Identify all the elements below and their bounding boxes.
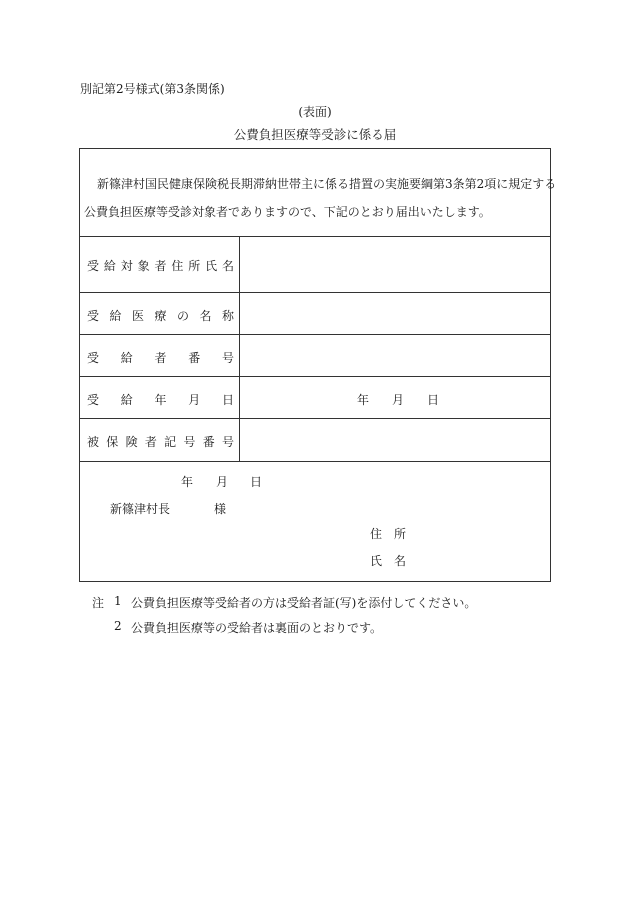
insured-symbol-number-field[interactable] xyxy=(240,419,550,461)
note-1-text: 公費負担医療等受給者の方は受給者証(写)を添付してください。 xyxy=(131,596,477,610)
recipient-number-field[interactable] xyxy=(240,335,550,376)
recipient-address-name-field[interactable] xyxy=(240,237,550,292)
label-cell xyxy=(80,335,240,376)
note-2-number: 2 xyxy=(114,619,122,633)
intro-line-1: 新篠津村国民健康保険税長期滞納世帯主に係る措置の実施要綱第3条第2項に規定する xyxy=(97,177,557,191)
recipient-number-label: 受給者番号 xyxy=(87,351,234,365)
intro-section xyxy=(80,149,557,237)
day-unit: 日 xyxy=(427,393,440,407)
receipt-date-label: 受給年月日 xyxy=(87,393,234,407)
form-number: 別記第2号様式(第3条関係) xyxy=(80,82,225,96)
front-side-label: (表面) xyxy=(298,105,332,119)
form-title: 公費負担医療等受診に係る届 xyxy=(233,127,397,142)
signature-section xyxy=(80,462,550,581)
label-cell xyxy=(80,377,240,418)
row-insured-symbol-number xyxy=(80,419,550,462)
row-recipient-number xyxy=(80,335,550,377)
receipt-date-units xyxy=(240,391,550,407)
receipt-date-field[interactable] xyxy=(240,377,550,418)
label-cell xyxy=(80,419,240,461)
note-1-number: 1 xyxy=(114,594,122,608)
addressee-name: 新篠津村長 xyxy=(110,502,171,516)
label-cell xyxy=(80,293,240,334)
applicant-address-label: 住 所 xyxy=(370,527,407,541)
row-receipt-date xyxy=(80,377,550,419)
notes-prefix: 注 xyxy=(92,596,105,610)
medical-care-name-field[interactable] xyxy=(240,293,550,334)
addressee-honorific: 様 xyxy=(214,502,227,516)
insured-symbol-number-label: 被保険者記号番号 xyxy=(87,435,234,449)
recipient-address-name-label: 受給対象者住所氏名 xyxy=(87,259,234,273)
medical-care-name-label: 受給医療の名称 xyxy=(87,309,234,323)
row-recipient-address-name xyxy=(80,237,550,293)
form-frame xyxy=(79,148,557,582)
year-unit: 年 xyxy=(357,393,370,407)
label-cell xyxy=(80,237,240,292)
month-unit: 月 xyxy=(392,393,405,407)
applicant-name-label: 氏 名 xyxy=(370,554,407,568)
row-medical-care-name xyxy=(80,293,550,335)
submission-date[interactable] xyxy=(80,473,550,489)
intro-line-2: 公費負担医療等受診対象者でありますので、下記のとおり届出いたします。 xyxy=(84,205,491,219)
submission-year-unit: 年 xyxy=(181,475,194,489)
note-2-text: 公費負担医療等の受給者は裏面のとおりです。 xyxy=(131,621,383,635)
submission-month-unit: 月 xyxy=(216,475,229,489)
submission-day-unit: 日 xyxy=(250,475,263,489)
